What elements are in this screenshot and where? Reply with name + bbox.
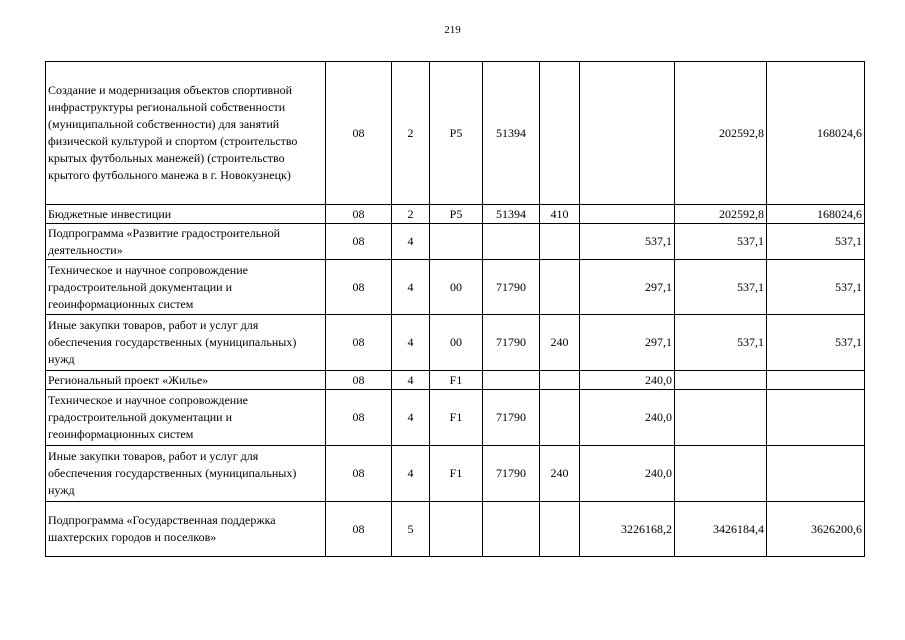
expense-type-code (540, 224, 580, 260)
sum-year-3 (767, 371, 865, 390)
subsection-code: 4 (392, 446, 430, 502)
subsection-code: 5 (392, 502, 430, 557)
subsection-code: 4 (392, 315, 430, 371)
row-name: Подпрограмма «Государственная поддержка шахтерских городов и поселков» (46, 502, 326, 557)
sum-year-1 (580, 62, 675, 205)
sum-year-2: 3426184,4 (675, 502, 767, 557)
sum-year-3 (767, 390, 865, 446)
program-code: Р5 (430, 205, 483, 224)
table-row (46, 315, 865, 371)
article-code (483, 502, 540, 557)
sum-year-2 (675, 371, 767, 390)
sum-year-3: 168024,6 (767, 205, 865, 224)
section-code: 08 (326, 390, 392, 446)
sum-year-3: 3626200,6 (767, 502, 865, 557)
sum-year-2: 537,1 (675, 260, 767, 315)
table-row (46, 224, 865, 260)
program-code: F1 (430, 446, 483, 502)
table-row (46, 390, 865, 446)
row-name: Техническое и научное сопровождение градостроительной документации и геоинформационных систем (46, 390, 326, 446)
row-name: Бюджетные инвестиции (46, 205, 326, 224)
article-code: 51394 (483, 62, 540, 205)
sum-year-3: 537,1 (767, 260, 865, 315)
article-code: 71790 (483, 446, 540, 502)
sum-year-1: 240,0 (580, 371, 675, 390)
subsection-code: 2 (392, 205, 430, 224)
table-row (46, 446, 865, 502)
article-code: 71790 (483, 315, 540, 371)
sum-year-2 (675, 390, 767, 446)
program-code (430, 224, 483, 260)
section-code: 08 (326, 315, 392, 371)
section-code: 08 (326, 260, 392, 315)
row-name: Подпрограмма «Развитие градостроительной деятельности» (46, 224, 326, 260)
subsection-code: 4 (392, 224, 430, 260)
section-code: 08 (326, 371, 392, 390)
article-code (483, 371, 540, 390)
subsection-code: 2 (392, 62, 430, 205)
subsection-code: 4 (392, 390, 430, 446)
program-code (430, 502, 483, 557)
program-code: F1 (430, 371, 483, 390)
row-name: Иные закупки товаров, работ и услуг для обеспечения государственных (муниципальных) нужд (46, 315, 326, 371)
section-code: 08 (326, 205, 392, 224)
section-code: 08 (326, 502, 392, 557)
section-code: 08 (326, 224, 392, 260)
row-name: Создание и модернизация объектов спортивной инфраструктуры региональной собственности (муниципальной собственности) для занятий физической культурой и спортом (строительство крытых футбольных манежей) (строительство крытого футбольного манежа в г. Новокузнецк) (46, 62, 326, 205)
sum-year-2: 537,1 (675, 315, 767, 371)
section-code: 08 (326, 446, 392, 502)
sum-year-2: 202592,8 (675, 205, 767, 224)
subsection-code: 4 (392, 260, 430, 315)
page-number: 219 (444, 24, 461, 36)
section-code: 08 (326, 62, 392, 205)
sum-year-2 (675, 446, 767, 502)
expense-type-code (540, 371, 580, 390)
program-code: 00 (430, 315, 483, 371)
program-code: Р5 (430, 62, 483, 205)
sum-year-1 (580, 205, 675, 224)
program-code: 00 (430, 260, 483, 315)
sum-year-1: 297,1 (580, 260, 675, 315)
article-code (483, 224, 540, 260)
article-code: 71790 (483, 390, 540, 446)
expense-type-code: 240 (540, 315, 580, 371)
expense-type-code (540, 260, 580, 315)
table-row (46, 371, 865, 390)
article-code: 51394 (483, 205, 540, 224)
sum-year-2: 537,1 (675, 224, 767, 260)
sum-year-3 (767, 446, 865, 502)
sum-year-1: 240,0 (580, 446, 675, 502)
expense-type-code (540, 502, 580, 557)
sum-year-2: 202592,8 (675, 62, 767, 205)
expense-type-code (540, 390, 580, 446)
sum-year-1: 537,1 (580, 224, 675, 260)
sum-year-1: 297,1 (580, 315, 675, 371)
budget-table (45, 61, 865, 557)
subsection-code: 4 (392, 371, 430, 390)
table-row (46, 205, 865, 224)
article-code: 71790 (483, 260, 540, 315)
row-name: Иные закупки товаров, работ и услуг для обеспечения государственных (муниципальных) нужд (46, 446, 326, 502)
sum-year-3: 168024,6 (767, 62, 865, 205)
expense-type-code: 410 (540, 205, 580, 224)
program-code: F1 (430, 390, 483, 446)
expense-type-code: 240 (540, 446, 580, 502)
row-name: Техническое и научное сопровождение градостроительной документации и геоинформационных систем (46, 260, 326, 315)
row-name: Региональный проект «Жилье» (46, 371, 326, 390)
sum-year-3: 537,1 (767, 224, 865, 260)
table-row (46, 502, 865, 557)
sum-year-3: 537,1 (767, 315, 865, 371)
sum-year-1: 240,0 (580, 390, 675, 446)
sum-year-1: 3226168,2 (580, 502, 675, 557)
table-row (46, 260, 865, 315)
table-row (46, 62, 865, 205)
expense-type-code (540, 62, 580, 205)
